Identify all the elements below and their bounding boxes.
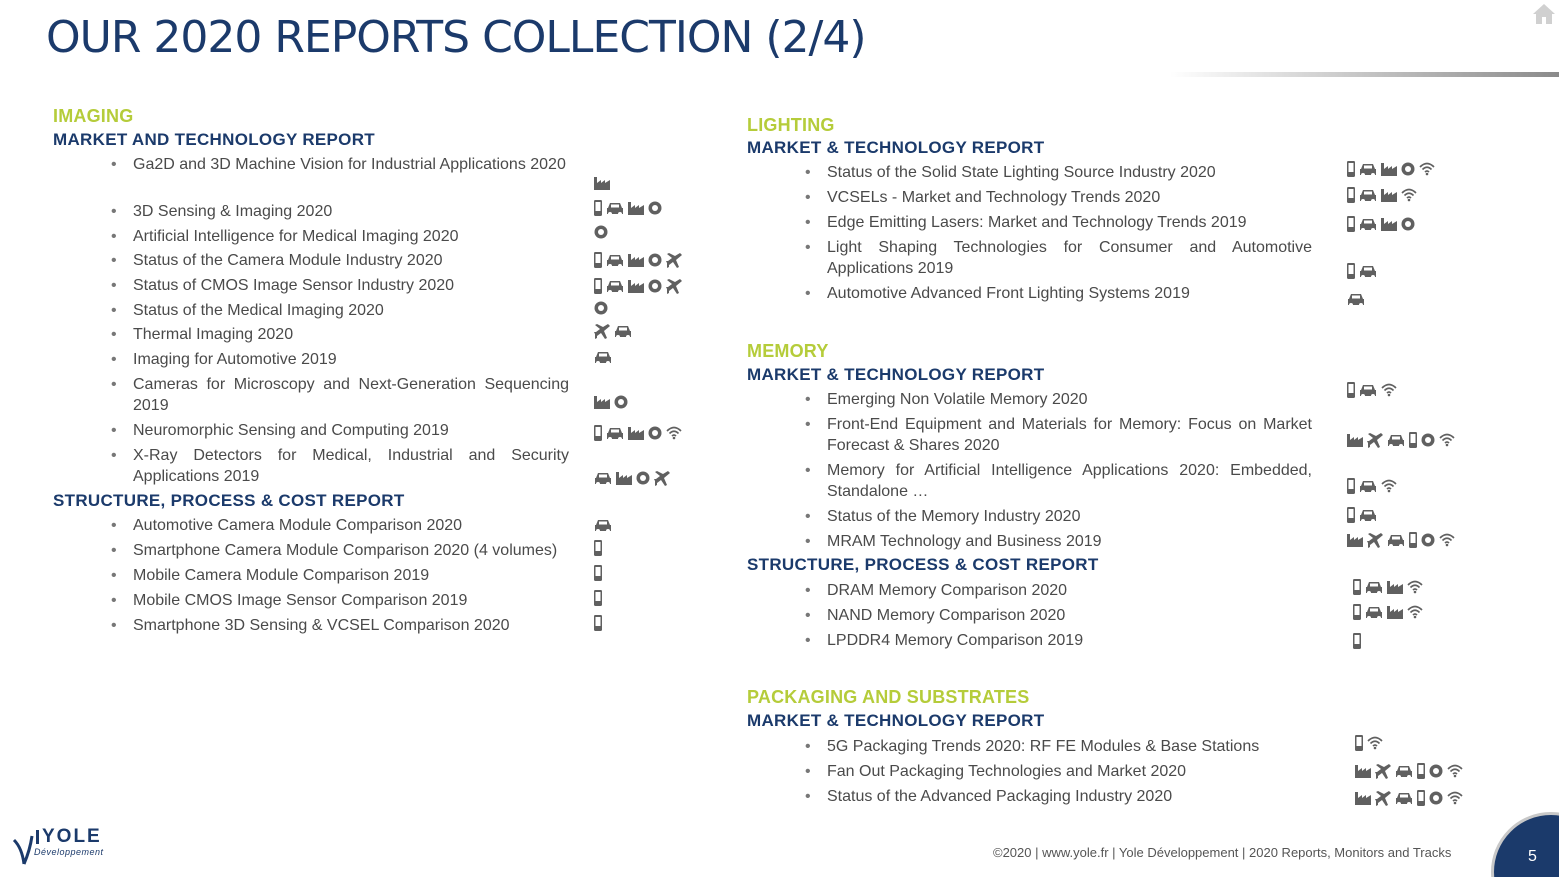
mobile-icon	[1346, 160, 1356, 178]
report-title: Ga2D and 3D Machine Vision for Industrial Applications 2020	[133, 156, 566, 173]
mobile-icon	[593, 589, 603, 607]
factory-icon	[627, 199, 645, 217]
car-icon	[1358, 477, 1378, 495]
factory-icon	[1386, 578, 1404, 596]
aerospace-icon	[653, 469, 671, 487]
car-icon	[1358, 381, 1378, 399]
list-item: • Cameras for Microscopy and Next-Generation Sequencing 2019	[111, 376, 569, 414]
car-icon	[613, 322, 633, 340]
telecom-icon	[1446, 789, 1464, 807]
telecom-icon	[1400, 186, 1418, 204]
aerospace-icon	[1366, 531, 1384, 549]
factory-icon	[1354, 762, 1372, 780]
factory-icon	[1380, 160, 1398, 178]
car-icon	[605, 424, 625, 442]
market-icons	[593, 424, 683, 442]
factory-icon	[615, 469, 633, 487]
medical-icon	[635, 469, 651, 487]
report-title: Status of the Medical Imaging 2020	[133, 302, 384, 319]
market-icons	[593, 393, 629, 411]
aerospace-icon	[1374, 762, 1392, 780]
category-lighting: LIGHTING	[747, 115, 835, 135]
mobile-icon	[593, 614, 603, 632]
market-icons	[593, 299, 609, 317]
car-icon	[1394, 789, 1414, 807]
logo-wordmark: YOLE	[42, 826, 102, 847]
medical-icon	[647, 251, 663, 269]
medical-icon	[1400, 215, 1416, 233]
report-title: Status of the Advanced Packaging Industry 2020	[827, 788, 1173, 805]
car-icon	[593, 516, 613, 534]
category-memory: MEMORY	[747, 341, 829, 361]
category-packaging: PACKAGING AND SUBSTRATES	[747, 687, 1030, 707]
report-title: Emerging Non Volatile Memory 2020	[827, 391, 1088, 408]
market-icons	[1346, 215, 1416, 233]
report-title: Artificial Intelligence for Medical Imaging 2020	[133, 228, 459, 245]
market-icons	[1354, 789, 1464, 807]
telecom-icon	[1418, 160, 1436, 178]
report-title: 3D Sensing & Imaging 2020	[133, 203, 333, 220]
report-title: Status of the Camera Module Industry 2020	[133, 252, 443, 269]
aerospace-icon	[1366, 431, 1384, 449]
market-icons	[593, 469, 671, 487]
factory-icon	[1346, 431, 1364, 449]
mobile-icon	[1346, 215, 1356, 233]
list-item: • X-Ray Detectors for Medical, Industrial and Security Applications 2019	[111, 447, 569, 485]
report-title: Thermal Imaging 2020	[133, 326, 294, 343]
report-title: Light Shaping Technologies for Consumer and Automotive Applications 2019	[827, 239, 1312, 277]
medical-icon	[1428, 789, 1444, 807]
imaging-market-tech-heading: MARKET AND TECHNOLOGY REPORT	[53, 130, 375, 149]
market-icons	[593, 251, 683, 269]
report-title: X-Ray Detectors for Medical, Industrial and Security Applications 2019	[133, 447, 569, 485]
aerospace-icon	[593, 322, 611, 340]
report-title: Status of CMOS Image Sensor Industry 2020	[133, 277, 455, 294]
medical-icon	[647, 424, 663, 442]
telecom-icon	[1406, 603, 1424, 621]
car-icon	[605, 277, 625, 295]
mobile-icon	[1408, 431, 1418, 449]
telecom-icon	[1380, 477, 1398, 495]
memory-market-tech-heading: MARKET & TECHNOLOGY REPORT	[747, 365, 1045, 384]
car-icon	[1358, 186, 1378, 204]
medical-icon	[647, 277, 663, 295]
mobile-icon	[1346, 381, 1356, 399]
market-icons	[1354, 762, 1464, 780]
car-icon	[1394, 762, 1414, 780]
report-title: NAND Memory Comparison 2020	[827, 607, 1066, 624]
report-title: Memory for Artificial Intelligence Applications 2020: Embedded, Standalone …	[827, 462, 1312, 500]
factory-icon	[1380, 215, 1398, 233]
market-icons	[1346, 381, 1398, 399]
market-icons	[593, 174, 611, 192]
report-title: Status of the Memory Industry 2020	[827, 508, 1081, 525]
mobile-icon	[1346, 186, 1356, 204]
factory-icon	[627, 424, 645, 442]
car-icon	[1358, 506, 1378, 524]
page-number: 5	[1528, 848, 1537, 865]
lighting-market-tech-heading: MARKET & TECHNOLOGY REPORT	[747, 138, 1045, 157]
market-icons	[1346, 506, 1378, 524]
factory-icon	[1380, 186, 1398, 204]
report-title: Smartphone 3D Sensing & VCSEL Comparison 2020	[133, 617, 510, 634]
market-icons	[593, 539, 603, 557]
medical-icon	[593, 223, 609, 241]
car-icon	[1364, 603, 1384, 621]
logo-subtitle: Développement	[34, 847, 104, 857]
aerospace-icon	[665, 277, 683, 295]
medical-icon	[593, 299, 609, 317]
report-title: Fan Out Packaging Technologies and Market 2020	[827, 763, 1187, 780]
packaging-market-tech-heading: MARKET & TECHNOLOGY REPORT	[747, 711, 1045, 730]
medical-icon	[1420, 431, 1436, 449]
market-icons	[593, 564, 603, 582]
mobile-icon	[1346, 506, 1356, 524]
page-number-badge	[1491, 812, 1559, 877]
car-icon	[1358, 215, 1378, 233]
title-divider	[1170, 72, 1559, 77]
mobile-icon	[1352, 578, 1362, 596]
report-title: Neuromorphic Sensing and Computing 2019	[133, 422, 449, 439]
mobile-icon	[1346, 262, 1356, 280]
car-icon	[1358, 160, 1378, 178]
report-title: Smartphone Camera Module Comparison 2020 (4 volumes)	[133, 542, 558, 559]
list-item: • Front-End Equipment and Materials for Memory: Focus on Market Forecast & Shares 2020	[805, 416, 1312, 454]
mobile-icon	[1408, 531, 1418, 549]
telecom-icon	[1406, 578, 1424, 596]
car-icon	[1386, 431, 1406, 449]
factory-icon	[1354, 789, 1372, 807]
car-icon	[593, 348, 613, 366]
telecom-icon	[665, 424, 683, 442]
market-icons	[593, 277, 683, 295]
report-title: Mobile Camera Module Comparison 2019	[133, 567, 430, 584]
market-icons	[593, 223, 609, 241]
market-icons	[593, 614, 603, 632]
telecom-icon	[1446, 762, 1464, 780]
mobile-icon	[1346, 477, 1356, 495]
footer-text: ©2020 | www.yole.fr | Yole Développement | 2020 Reports, Monitors and Tracks	[993, 845, 1452, 860]
medical-icon	[647, 199, 663, 217]
mobile-icon	[1354, 734, 1364, 752]
report-title: Automotive Advanced Front Lighting Systems 2019	[827, 285, 1190, 302]
report-title: DRAM Memory Comparison 2020	[827, 582, 1068, 599]
imaging-spc-heading: STRUCTURE, PROCESS & COST REPORT	[53, 491, 405, 510]
mobile-icon	[1352, 632, 1362, 650]
market-icons	[593, 348, 613, 366]
market-icons	[1352, 632, 1362, 650]
mobile-icon	[593, 251, 603, 269]
car-icon	[605, 251, 625, 269]
car-icon	[1358, 262, 1378, 280]
car-icon	[1346, 290, 1366, 308]
market-icons	[593, 199, 663, 217]
factory-icon	[1386, 603, 1404, 621]
market-icons	[1346, 262, 1378, 280]
mobile-icon	[593, 277, 603, 295]
home-icon[interactable]	[1532, 3, 1556, 25]
market-icons	[593, 589, 603, 607]
medical-icon	[1428, 762, 1444, 780]
market-icons	[1346, 160, 1436, 178]
market-icons	[593, 516, 613, 534]
telecom-icon	[1380, 381, 1398, 399]
medical-icon	[1420, 531, 1436, 549]
mobile-icon	[1416, 762, 1426, 780]
mobile-icon	[593, 199, 603, 217]
telecom-icon	[1438, 531, 1456, 549]
market-icons	[1346, 531, 1456, 549]
category-imaging: IMAGING	[53, 106, 134, 126]
factory-icon	[627, 251, 645, 269]
report-title: Mobile CMOS Image Sensor Comparison 2019	[133, 592, 468, 609]
report-title: MRAM Technology and Business 2019	[827, 533, 1102, 550]
market-icons	[593, 322, 633, 340]
report-title: Automotive Camera Module Comparison 2020	[133, 517, 463, 534]
memory-spc-heading: STRUCTURE, PROCESS & COST REPORT	[747, 555, 1099, 574]
factory-icon	[1346, 531, 1364, 549]
factory-icon	[593, 393, 611, 411]
mobile-icon	[593, 539, 603, 557]
market-icons	[1346, 477, 1398, 495]
telecom-icon	[1438, 431, 1456, 449]
report-title: Status of the Solid State Lighting Source Industry 2020	[827, 164, 1216, 181]
report-title: Cameras for Microscopy and Next-Generation Sequencing 2019	[133, 376, 569, 414]
market-icons	[1346, 431, 1456, 449]
page-title: OUR 2020 REPORTS COLLECTION (2/4)	[46, 12, 866, 63]
car-icon	[1386, 531, 1406, 549]
mobile-icon	[593, 424, 603, 442]
car-icon	[605, 199, 625, 217]
list-item: • Memory for Artificial Intelligence Applications 2020: Embedded, Standalone …	[805, 462, 1312, 500]
car-icon	[593, 469, 613, 487]
list-item: • Ga2D and 3D Machine Vision for Industrial Applications 2020	[111, 154, 569, 196]
report-title: Front-End Equipment and Materials for Memory: Focus on Market Forecast & Shares 2020	[827, 416, 1312, 454]
aerospace-icon	[1374, 789, 1392, 807]
telecom-icon	[1366, 734, 1384, 752]
report-title: Imaging for Automotive 2019	[133, 351, 337, 368]
factory-icon	[627, 277, 645, 295]
medical-icon	[613, 393, 629, 411]
market-icons	[1346, 186, 1418, 204]
market-icons	[1352, 603, 1424, 621]
mobile-icon	[593, 564, 603, 582]
report-title: 5G Packaging Trends 2020: RF FE Modules & Base Stations	[827, 738, 1260, 755]
market-icons	[1346, 290, 1366, 308]
factory-icon	[593, 174, 611, 192]
report-title: LPDDR4 Memory Comparison 2019	[827, 632, 1084, 649]
mobile-icon	[1352, 603, 1362, 621]
market-icons	[1352, 578, 1424, 596]
report-title: Edge Emitting Lasers: Market and Technology Trends 2019	[827, 214, 1247, 231]
market-icons	[1354, 734, 1384, 752]
aerospace-icon	[665, 251, 683, 269]
medical-icon	[1400, 160, 1416, 178]
mobile-icon	[1416, 789, 1426, 807]
report-title: VCSELs - Market and Technology Trends 2020	[827, 189, 1161, 206]
list-item: • Light Shaping Technologies for Consumer and Automotive Applications 2019	[805, 239, 1312, 277]
car-icon	[1364, 578, 1384, 596]
